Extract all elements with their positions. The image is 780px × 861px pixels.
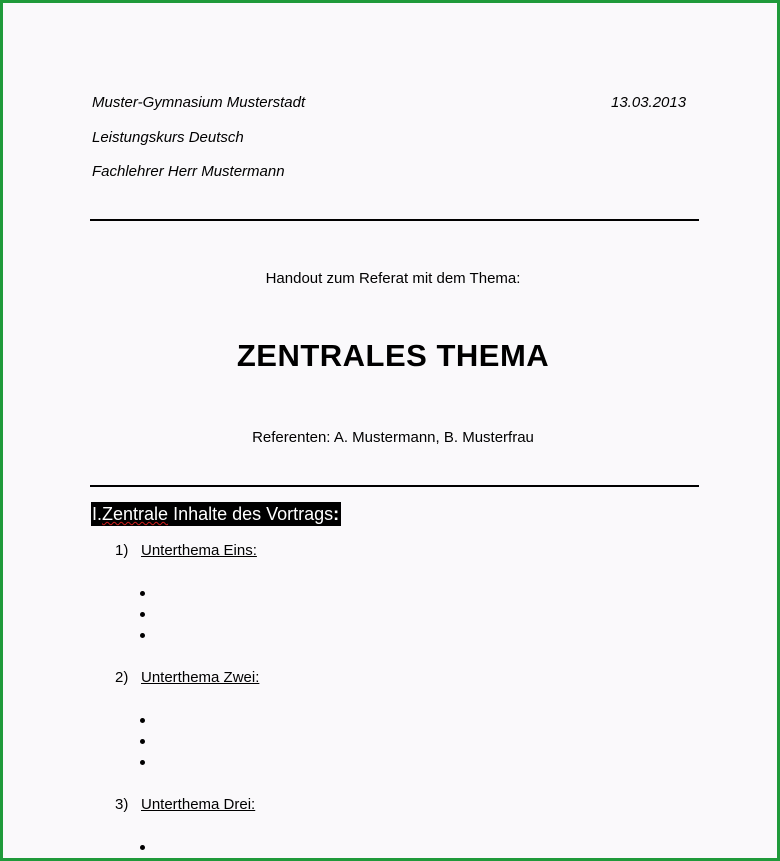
list-bullet	[140, 612, 145, 617]
list-bullet	[140, 845, 145, 850]
document-date: 13.03.2013	[611, 94, 687, 111]
topic-title: ZENTRALES THEMA	[236, 338, 550, 373]
teacher-name: Fachlehrer Herr Mustermann	[92, 163, 285, 180]
section-prefix: I.	[92, 504, 103, 524]
subtopic-label: Unterthema Eins:	[141, 542, 257, 559]
list-bullet	[140, 739, 145, 744]
list-bullet	[140, 760, 145, 765]
section-word-spellcheck: Zentrale	[102, 504, 169, 524]
section-rest: Inhalte des Vortrags	[168, 504, 334, 524]
school-name: Muster-Gymnasium Musterstadt	[92, 94, 306, 111]
list-bullet	[140, 633, 145, 638]
section-colon: :	[333, 504, 340, 524]
title-rule	[90, 485, 699, 487]
header-rule	[90, 219, 699, 221]
subtopic-number: 2)	[115, 669, 129, 686]
list-bullet	[140, 718, 145, 723]
section-heading	[91, 502, 341, 526]
course-name: Leistungskurs Deutsch	[92, 129, 244, 146]
subtopic-number: 1)	[115, 542, 129, 559]
subtopic-label: Unterthema Drei:	[141, 796, 256, 813]
handout-subtitle: Handout zum Referat mit dem Thema:	[265, 270, 521, 287]
subtopic-number: 3)	[115, 796, 129, 813]
presenters-line: Referenten: A. Mustermann, B. Musterfrau	[252, 429, 534, 446]
subtopic-label: Unterthema Zwei:	[141, 669, 260, 686]
list-bullet	[140, 591, 145, 596]
